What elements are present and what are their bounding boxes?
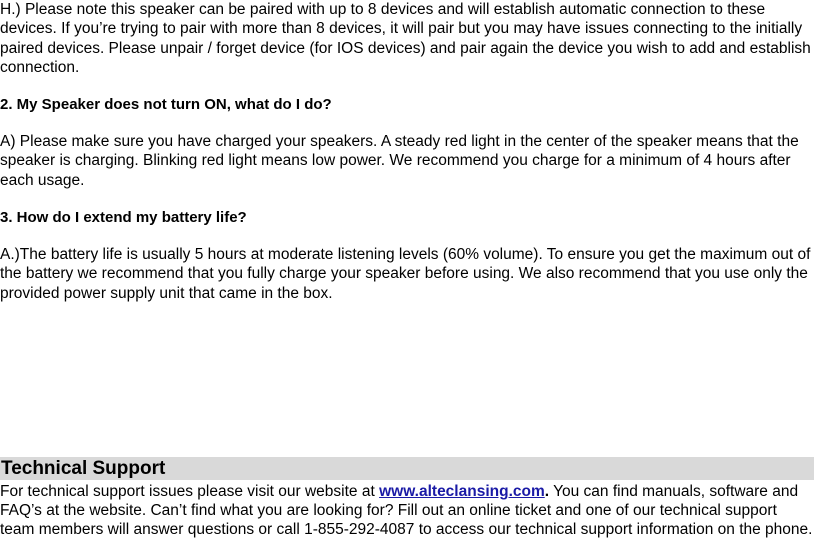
question-2-heading: 2. My Speaker does not turn ON, what do I do? (0, 96, 332, 114)
technical-support-section (0, 457, 814, 540)
support-text-intro: For technical support issues please visit our website at (0, 483, 380, 500)
answer-h-paragraph: H.) Please note this speaker can be paired with up to 8 devices and will establish automatic connection to these devices. If you’re trying to pair with more than 8 devices, it will pair but you may have issues connecting to the initially paired devices. Please unpair / forget device (for IOS devices) and pair again the device you wish to add and establish connection. (0, 1, 811, 76)
technical-support-heading: Technical Support (0, 457, 814, 480)
question-3-heading: 3. How do I extend my battery life? (0, 209, 247, 227)
spacer (0, 190, 814, 208)
spacer (0, 114, 814, 132)
answer-3-paragraph: A.)The battery life is usually 5 hours at moderate listening levels (60% volume). To ensure you get the maximum out of the battery we recommend that you fully charge your speaker before using. We also recommend that you use only the provided power supply unit that came in the box. (0, 246, 811, 302)
spacer (0, 77, 814, 95)
spacer (0, 227, 814, 245)
support-text-period: . (544, 483, 550, 500)
answer-2-paragraph: A) Please make sure you have charged your speakers. A steady red light in the center of the speaker means that the speaker is charging. Blinking red light means low power. We recommend you charge for a minimum of 4 hours after each usage. (0, 133, 799, 189)
alteclansing-website-link[interactable]: www.alteclansing.com (379, 483, 545, 500)
support-text-details: You can find manuals, software and FAQ’s at the website. Can’t find what you are looking for? Fill out an online ticket and one of our technical support team members will answer questions or call 1-855-292-4087 to access our technical support information on the phone. (0, 483, 813, 539)
technical-support-paragraph (0, 482, 814, 540)
